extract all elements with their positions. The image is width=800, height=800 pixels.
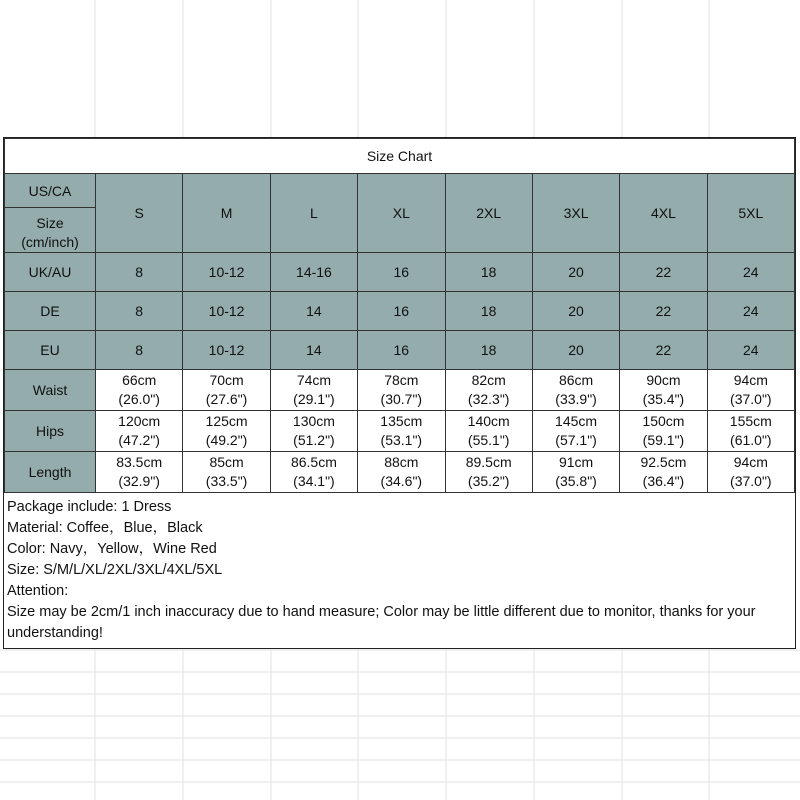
cm-value: 90cm <box>646 372 681 388</box>
table-cell <box>96 411 183 452</box>
table-cell <box>707 370 794 411</box>
table-cell: 22 <box>620 253 707 292</box>
table-cell: 20 <box>532 253 619 292</box>
de-row <box>5 292 795 331</box>
size-chart <box>3 137 796 649</box>
table-cell: 24 <box>707 292 794 331</box>
package-note: Package include: 1 Dress <box>7 499 172 515</box>
size-table <box>4 138 795 493</box>
table-cell: 10-12 <box>183 253 270 292</box>
cm-value: 66cm <box>122 372 157 388</box>
table-cell: 24 <box>707 331 794 370</box>
inch-value: (36.4") <box>642 473 685 489</box>
table-cell <box>620 411 707 452</box>
table-cell <box>445 411 532 452</box>
product-notes <box>4 493 795 648</box>
color-note: Color: Navy，Yellow，Wine Red <box>7 541 217 557</box>
cm-value: 89.5cm <box>465 454 512 470</box>
inch-value: (49.2") <box>205 432 248 448</box>
table-cell: 24 <box>707 253 794 292</box>
table-cell: 14-16 <box>270 253 357 292</box>
size-header-cell: M <box>183 174 270 253</box>
chart-title: Size Chart <box>5 139 795 174</box>
corner-unit-label: (cm/inch) <box>21 233 79 250</box>
cm-value: 135cm <box>380 413 423 429</box>
table-cell: 20 <box>532 292 619 331</box>
table-cell <box>270 452 357 493</box>
table-cell: 10-12 <box>183 331 270 370</box>
table-cell <box>358 411 445 452</box>
inch-value: (35.8") <box>555 473 597 489</box>
inch-value: (37.0") <box>730 473 772 489</box>
table-cell <box>620 370 707 411</box>
table-cell: 14 <box>270 331 357 370</box>
table-cell <box>358 452 445 493</box>
inch-value: (32.3") <box>467 391 510 407</box>
table-cell <box>183 370 270 411</box>
cm-value: 120cm <box>118 413 161 429</box>
table-cell: 10-12 <box>183 292 270 331</box>
table-cell: 8 <box>96 292 183 331</box>
table-cell: 18 <box>445 253 532 292</box>
corner-us-ca-label: US/CA <box>4 175 96 208</box>
cm-value: 86.5cm <box>290 454 337 470</box>
cm-value: 86cm <box>558 372 594 388</box>
cm-value: 74cm <box>296 372 332 388</box>
inch-value: (35.4") <box>642 391 685 407</box>
cm-value: 125cm <box>205 413 248 429</box>
row-label: Length <box>5 452 96 493</box>
attention-label: Attention: <box>7 583 69 599</box>
hips-row <box>5 411 795 452</box>
eu-row <box>5 331 795 370</box>
table-cell <box>445 452 532 493</box>
size-header-cell: 3XL <box>532 174 619 253</box>
row-label: DE <box>5 292 96 331</box>
size-note: Size: S/M/L/XL/2XL/3XL/4XL/5XL <box>7 562 223 578</box>
inch-value: (34.6") <box>380 473 423 489</box>
row-label: UK/AU <box>5 253 96 292</box>
cm-value: 85cm <box>209 454 244 470</box>
corner-cell <box>5 174 96 253</box>
waist-row <box>5 370 795 411</box>
material-note: Material: Coffee，Blue，Black <box>7 520 203 536</box>
table-cell: 14 <box>270 292 357 331</box>
table-cell: 16 <box>358 292 445 331</box>
table-cell <box>532 411 619 452</box>
inch-value: (37.0") <box>730 391 772 407</box>
cm-value: 140cm <box>467 413 510 429</box>
length-row <box>5 452 795 493</box>
title-row <box>5 139 795 174</box>
table-cell <box>183 411 270 452</box>
size-header-cell: 2XL <box>445 174 532 253</box>
table-cell <box>707 452 794 493</box>
cm-value: 145cm <box>555 413 598 429</box>
table-cell <box>183 452 270 493</box>
inch-value: (51.2") <box>293 432 335 448</box>
inch-value: (34.1") <box>293 473 335 489</box>
inch-value: (27.6") <box>205 391 248 407</box>
table-cell: 18 <box>445 292 532 331</box>
table-cell <box>96 452 183 493</box>
inch-value: (33.5") <box>205 473 248 489</box>
table-cell: 8 <box>96 253 183 292</box>
size-header-cell: 4XL <box>620 174 707 253</box>
inch-value: (26.0") <box>118 391 160 407</box>
uk-au-row <box>5 253 795 292</box>
cm-value: 83.5cm <box>116 454 163 470</box>
size-header-cell: XL <box>358 174 445 253</box>
table-cell <box>445 370 532 411</box>
cm-value: 94cm <box>733 454 768 470</box>
cm-value: 94cm <box>733 372 768 388</box>
table-cell: 20 <box>532 331 619 370</box>
table-cell <box>532 452 619 493</box>
cm-value: 155cm <box>729 413 772 429</box>
inch-value: (47.2") <box>118 432 160 448</box>
cm-value: 150cm <box>642 413 685 429</box>
table-cell <box>270 411 357 452</box>
table-cell: 16 <box>358 331 445 370</box>
table-cell: 16 <box>358 253 445 292</box>
cm-value: 78cm <box>384 372 419 388</box>
inch-value: (53.1") <box>380 432 423 448</box>
table-cell <box>620 452 707 493</box>
inch-value: (33.9") <box>555 391 597 407</box>
table-cell: 22 <box>620 292 707 331</box>
table-cell <box>270 370 357 411</box>
table-cell: 8 <box>96 331 183 370</box>
cm-value: 92.5cm <box>640 454 687 470</box>
size-header-row <box>5 174 795 253</box>
inch-value: (32.9") <box>118 473 160 489</box>
table-cell <box>358 370 445 411</box>
size-header-cell: L <box>270 174 357 253</box>
inch-value: (30.7") <box>380 391 423 407</box>
row-label: Waist <box>5 370 96 411</box>
inch-value: (59.1") <box>642 432 685 448</box>
inch-value: (55.1") <box>467 432 510 448</box>
table-cell <box>96 370 183 411</box>
inch-value: (29.1") <box>293 391 335 407</box>
size-header-cell: S <box>96 174 183 253</box>
table-cell <box>532 370 619 411</box>
cm-value: 70cm <box>209 372 244 388</box>
attention-text: Size may be 2cm/1 inch inaccuracy due to hand measure; Color may be little different due to monitor, thanks for your understanding! <box>7 604 756 641</box>
table-cell: 22 <box>620 331 707 370</box>
row-label: Hips <box>5 411 96 452</box>
inch-value: (61.0") <box>730 432 772 448</box>
cm-value: 88cm <box>384 454 419 470</box>
row-label: EU <box>5 331 96 370</box>
cm-value: 130cm <box>292 413 335 429</box>
table-cell <box>707 411 794 452</box>
cm-value: 91cm <box>558 454 594 470</box>
corner-size-label: Size <box>36 214 64 231</box>
inch-value: (35.2") <box>467 473 510 489</box>
inch-value: (57.1") <box>555 432 597 448</box>
table-cell: 18 <box>445 331 532 370</box>
size-header-cell: 5XL <box>707 174 794 253</box>
cm-value: 82cm <box>471 372 506 388</box>
